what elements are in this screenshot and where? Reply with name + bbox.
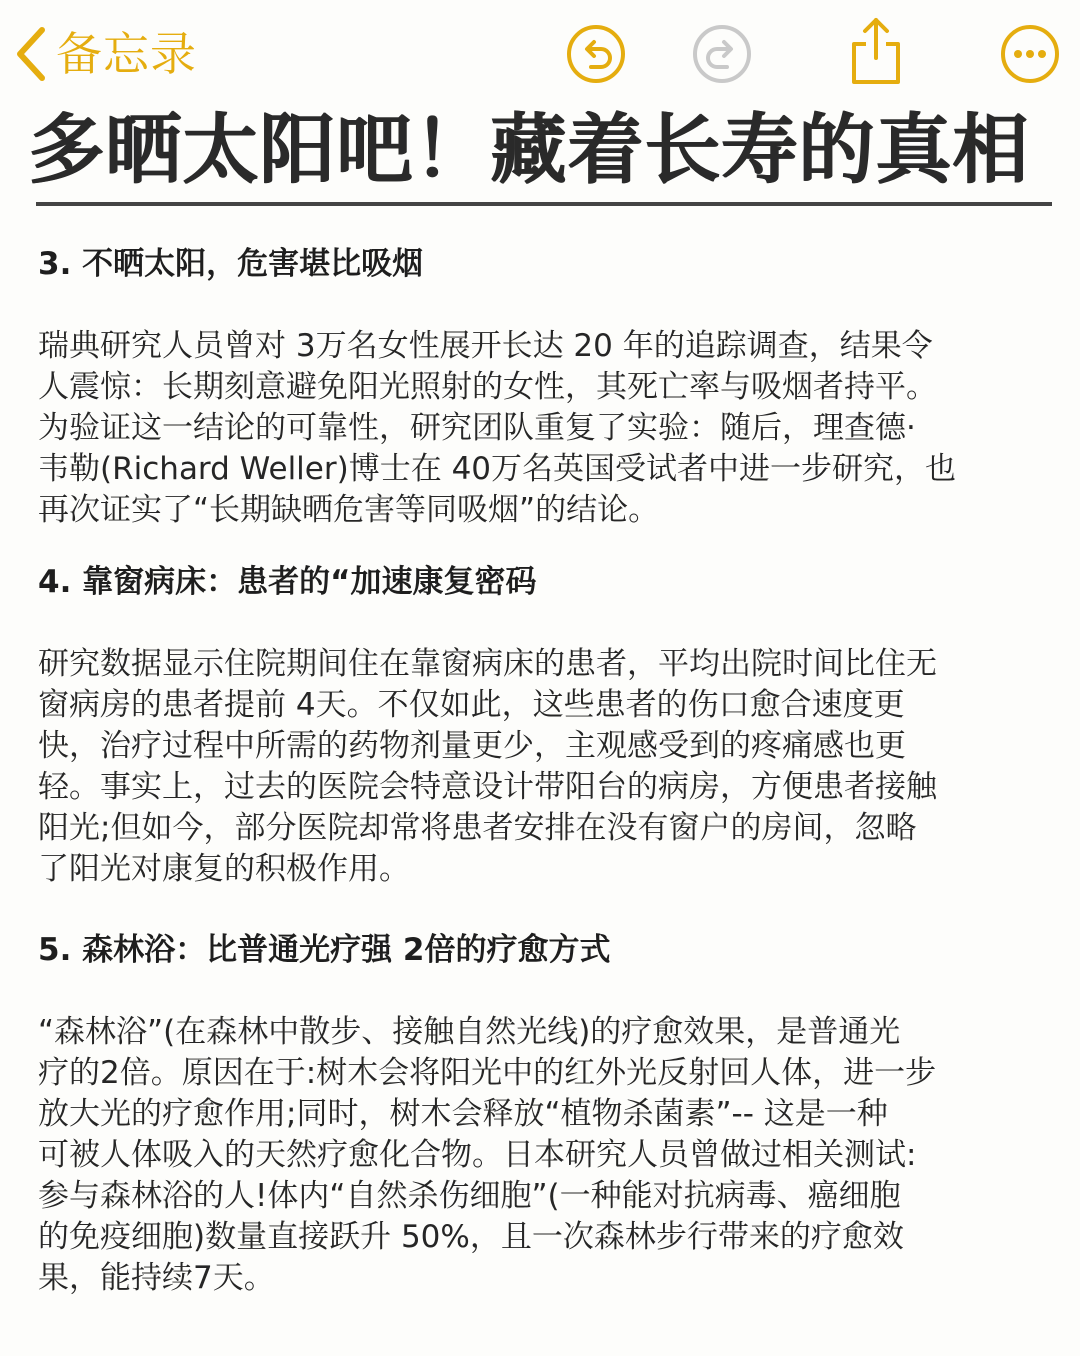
section-heading-3: 3. 不晒太阳，危害堪比吸烟 xyxy=(38,246,424,282)
section-body-5 xyxy=(38,1012,1048,1299)
undo-icon xyxy=(564,22,628,86)
share-icon xyxy=(844,14,908,86)
body-line: 阳光;但如今，部分医院却常将患者安排在没有窗户的房间，忽略 xyxy=(38,810,917,846)
body-line: 再次证实了“长期缺晒危害等同吸烟”的结论。 xyxy=(38,492,660,528)
section-heading-5: 5. 森林浴：比普通光疗强 2倍的疗愈方式 xyxy=(38,932,611,968)
body-line: 的免疫细胞)数量直接跃升 50%，且一次森林步行带来的疗愈效 xyxy=(38,1219,904,1255)
body-line: 瑞典研究人员曾对 3万名女性展开长达 20 年的追踪调查，结果令 xyxy=(38,328,933,364)
body-line: 果，能持续7天。 xyxy=(38,1260,275,1296)
body-line: 研究数据显示住院期间住在靠窗病床的患者，平均出院时间比住无 xyxy=(38,646,937,682)
undo-button[interactable] xyxy=(564,22,628,86)
note-toolbar xyxy=(0,0,1080,108)
body-line: 窗病房的患者提前 4天。不仅如此，这些患者的伤口愈合速度更 xyxy=(38,687,905,723)
note-title: 多晒太阳吧！藏着长寿的真相 xyxy=(28,105,1029,194)
body-line: 快，治疗过程中所需的药物剂量更少，主观感受到的疼痛感也更 xyxy=(38,728,906,764)
section-body-3 xyxy=(38,326,1048,531)
back-button[interactable] xyxy=(14,22,197,86)
more-button[interactable] xyxy=(998,22,1062,86)
more-icon xyxy=(998,22,1062,86)
body-line: 韦勒(Richard Weller)博士在 40万名英国受试者中进一步研究，也 xyxy=(38,451,957,487)
back-label: 备忘录 xyxy=(56,27,197,81)
chevron-left-icon xyxy=(14,26,48,82)
body-line: 轻。事实上，过去的医院会特意设计带阳台的病房，方便患者接触 xyxy=(38,769,937,805)
redo-button[interactable] xyxy=(690,22,754,86)
body-line: 为验证这一结论的可靠性，研究团队重复了实验：随后，理查德· xyxy=(38,410,916,446)
body-line: 可被人体吸入的天然疗愈化合物。日本研究人员曾做过相关测试: xyxy=(38,1137,917,1173)
body-line: 疗的2倍。原因在于:树木会将阳光中的红外光反射回人体，进一步 xyxy=(38,1055,937,1091)
share-button[interactable] xyxy=(844,14,908,86)
body-line: 放大光的疗愈作用;同时，树木会释放“植物杀菌素”-- 这是一种 xyxy=(38,1096,888,1132)
title-divider xyxy=(36,202,1052,206)
body-line: “森林浴”(在森林中散步、接触自然光线)的疗愈效果，是普通光 xyxy=(38,1014,901,1050)
body-line: 了阳光对康复的积极作用。 xyxy=(38,851,410,887)
body-line: 参与森林浴的人!体内“自然杀伤细胞”(一种能对抗病毒、癌细胞 xyxy=(38,1178,901,1214)
redo-icon xyxy=(690,22,754,86)
section-heading-4: 4. 靠窗病床：患者的“加速康复密码 xyxy=(38,564,537,600)
body-line: 人震惊：长期刻意避免阳光照射的女性，其死亡率与吸烟者持平。 xyxy=(38,369,937,405)
section-body-4 xyxy=(38,644,1048,890)
